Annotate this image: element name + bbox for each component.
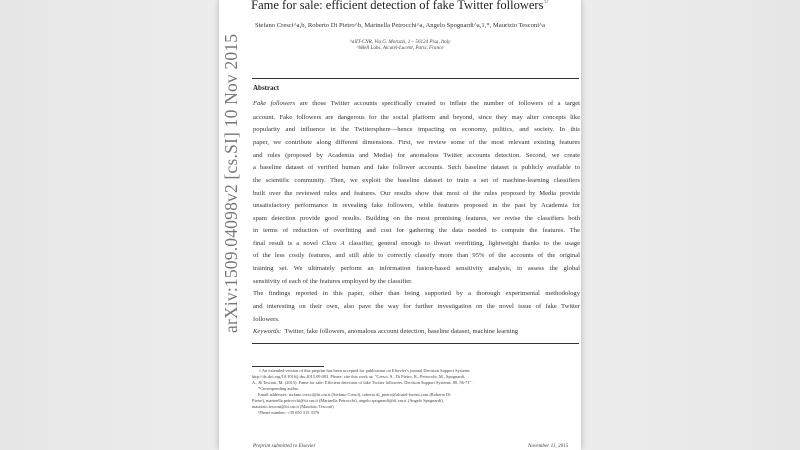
abstract-line: popularity and influence in the Twittersphere—hence impacting on economy, politics, and society. In this	[253, 126, 580, 133]
author-list: Stefano Cresci^a,b, Roberto Di Pietro^b, Marinella Petrocchi^a, Angelo Spognardi^a,1,*, Maurizio Tesconi^a	[254, 22, 546, 29]
affiliation-b: ^bBell Labs, Alcatel-Lucent, Paris, France	[356, 45, 444, 51]
emphasis-class-a: Class A	[321, 240, 345, 247]
abstract-line: training set. We ultimately perform an information fusion-based sensitivity analysis, to assess the global	[253, 265, 580, 272]
abstract-line: unsatisfactory performance in revealing fake followers, while features proposed in the past by Academia for	[253, 202, 580, 209]
abstract-line: of the less costly features, and still able to correctly classify more than 95% of the accounts of the original	[253, 252, 580, 259]
abstract-line: a baseline dataset of verified human and fake follower accounts. Such baseline dataset is publicly available to	[253, 164, 580, 171]
footnote-text: ☆An extended version of this preprint has been accepted for publication on Elsevier's journal Decision Support Systems	[258, 368, 470, 373]
keywords-label: Keywords:	[253, 328, 282, 335]
abstract-line: sensitivity of each of the features employed by the classifier.	[253, 278, 413, 285]
abstract-line: and rules (proposed by Academia and Media) for anomalous Twitter accounts detection. Second, we create	[253, 152, 580, 159]
abstract-top-rule	[252, 78, 579, 79]
footnote-emails: Pietro), marinella.petrocchi@iit.cnr.it (Marinella Petrocchi), angelo.spognardi@iit.cnr.it (Angelo Spognardi),	[252, 398, 444, 403]
abstract-line: spam detection provide good results. Building on the most promising features, we revise the classifiers both	[253, 215, 580, 222]
footnote-text: http://dx.doi.org/10.1016/j.dss.2015.09.003. Please, cite this work as: "Cresci, S., Di Pietro, R., Petrocchi, M., Spognardi,	[252, 374, 466, 379]
keywords-line	[253, 327, 580, 337]
abstract-line: and interesting on their own, also pave the way for further investigation on the novel issue of fake Twitter	[253, 303, 580, 310]
abstract-heading: Abstract	[253, 84, 280, 92]
abstract-line: Fake followers are those Twitter accounts specifically created to inflate the number of followers of a target	[253, 100, 580, 107]
keywords-text: Twitter, fake followers, anomalous account detection, baseline dataset, machine learning	[284, 328, 519, 335]
abstract-line: paper, we contribute along different dimensions. First, we review some of the most relevant existing features	[253, 139, 580, 146]
abstract-line: in terms of reduction of overfitting and cost for gathering the data needed to compute the features. The	[253, 227, 580, 234]
paper-title	[0, 0, 800, 13]
footnote-rule	[252, 366, 324, 367]
footnote-emails: maurizio.tesconi@iit.cnr.it (Maurizio Tesconi)	[252, 404, 334, 409]
footer-date: November 11, 2015	[528, 443, 569, 449]
abstract-line: account. Fake followers are dangerous for the social platform and beyond, since they may alter concepts like	[253, 114, 580, 121]
abstract-line: The findings reported in this paper, other than being supported by a thorough experimental methodology	[253, 290, 580, 297]
affiliation-a: ^aIIT-CNR, Via G. Moruzzi, 1 – 56124 Pisa, Italy	[349, 39, 451, 45]
abstract-line: the scientific community. Then, we exploit the baseline dataset to train a set of machine-learning classifiers	[253, 177, 580, 184]
abstract-bottom-rule	[252, 343, 579, 344]
abstract-line: built over the reviewed rules and features. Our results show that most of the rules proposed by Media provide	[253, 190, 580, 197]
footnote-emails: Email addresses: stefano.cresci@iit.cnr.it (Stefano Cresci), roberto.di_pietro@alcatel-lucent.com (Roberto Di	[258, 392, 451, 397]
abstract-line: followers.	[253, 316, 280, 323]
footnote-phone: ¹Phone number: +39 050 315 3376	[258, 410, 320, 415]
title-text: Fame for sale: efficient detection of fake Twitter followers	[251, 0, 544, 12]
arxiv-stamp: arXiv:1509.04098v2 [cs.SI] 10 Nov 2015	[221, 33, 241, 333]
emphasis-fake-followers: Fake followers	[253, 100, 296, 107]
title-footnote-mark: ☆	[543, 0, 549, 5]
footer-left: Preprint submitted to Elsevier	[253, 443, 316, 449]
footnote-text: A., & Tesconi, M. (2015). Fame for sale: Efficient detection of fake Twitter followers. Decision Support Systems, 80, 56-71".	[252, 380, 473, 385]
abstract-line: final result is a novel Class A classifier, general enough to thwart overfitting, lightweight thanks to the usage	[253, 240, 580, 247]
footnote-corresponding: *Corresponding author	[258, 386, 299, 391]
